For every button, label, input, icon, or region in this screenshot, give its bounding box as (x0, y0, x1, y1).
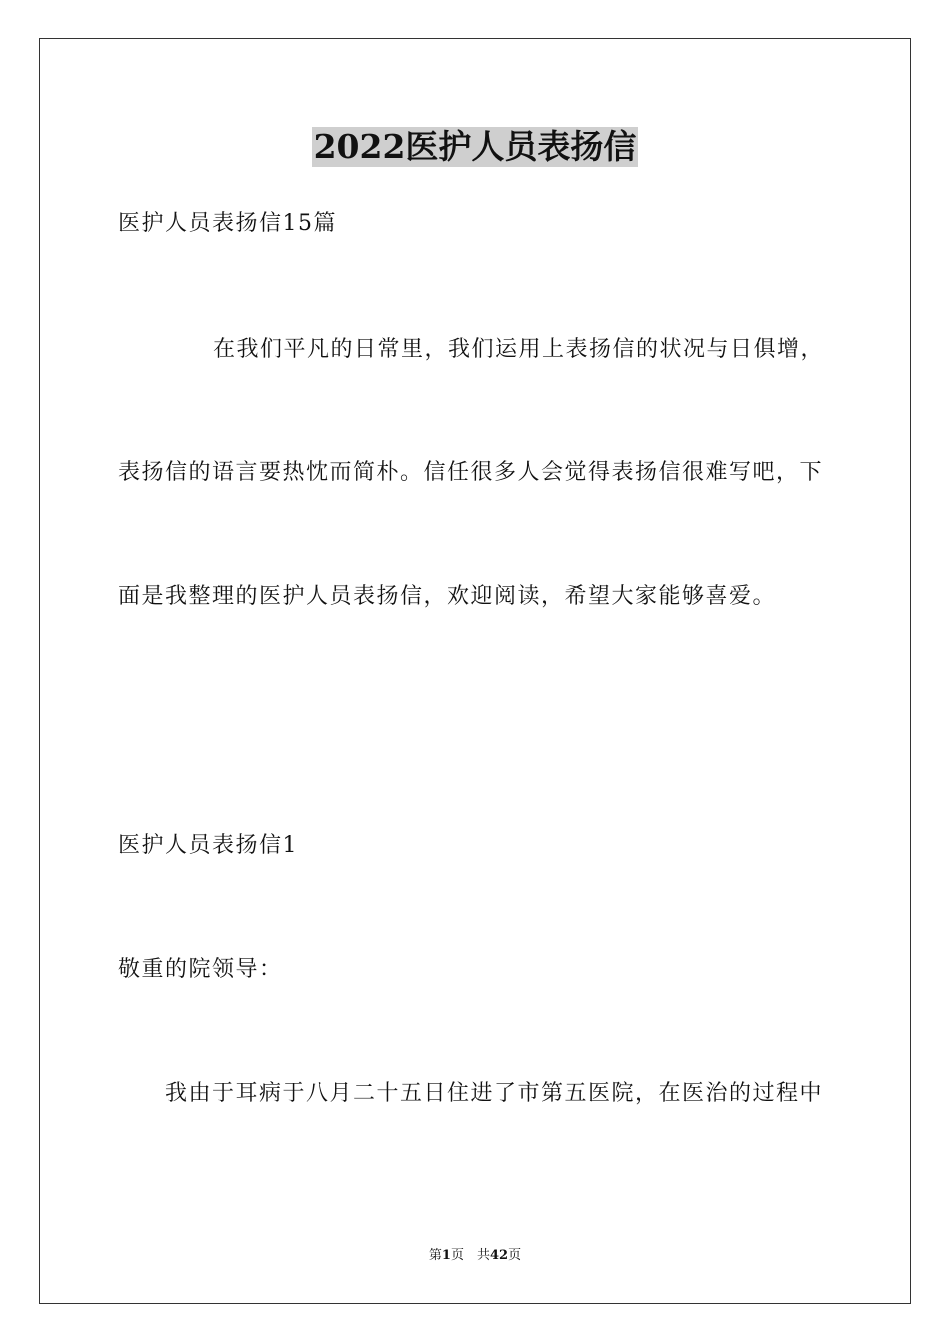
intro-line-1: 在我们平凡的日常里，我们运用上表扬信的状况与日俱增， (213, 337, 825, 362)
footer-total-pages: 42 (489, 1248, 509, 1263)
intro-line-2: 表扬信的语言要热忱而简朴。信任很多人会觉得表扬信很难写吧，下 (118, 460, 824, 485)
footer-prefix: 第 (428, 1248, 442, 1263)
title-container (0, 127, 950, 167)
body-first-line: 我由于耳病于八月二十五日住进了市第五医院，在医治的过程中 (165, 1081, 824, 1106)
intro-line-3: 面是我整理的医护人员表扬信，欢迎阅读，希望大家能够喜爱。 (118, 584, 777, 609)
document-title: 2022医护人员表扬信 (313, 127, 637, 166)
footer-current-page: 1 (441, 1248, 451, 1263)
document-subtitle: 医护人员表扬信15篇 (118, 211, 337, 236)
page-footer (0, 1247, 950, 1265)
section-heading: 医护人员表扬信1 (118, 833, 298, 858)
salutation: 敬重的院领导： (118, 957, 283, 982)
footer-suffix: 页 (508, 1248, 522, 1263)
footer-middle: 页 共 (450, 1248, 490, 1263)
